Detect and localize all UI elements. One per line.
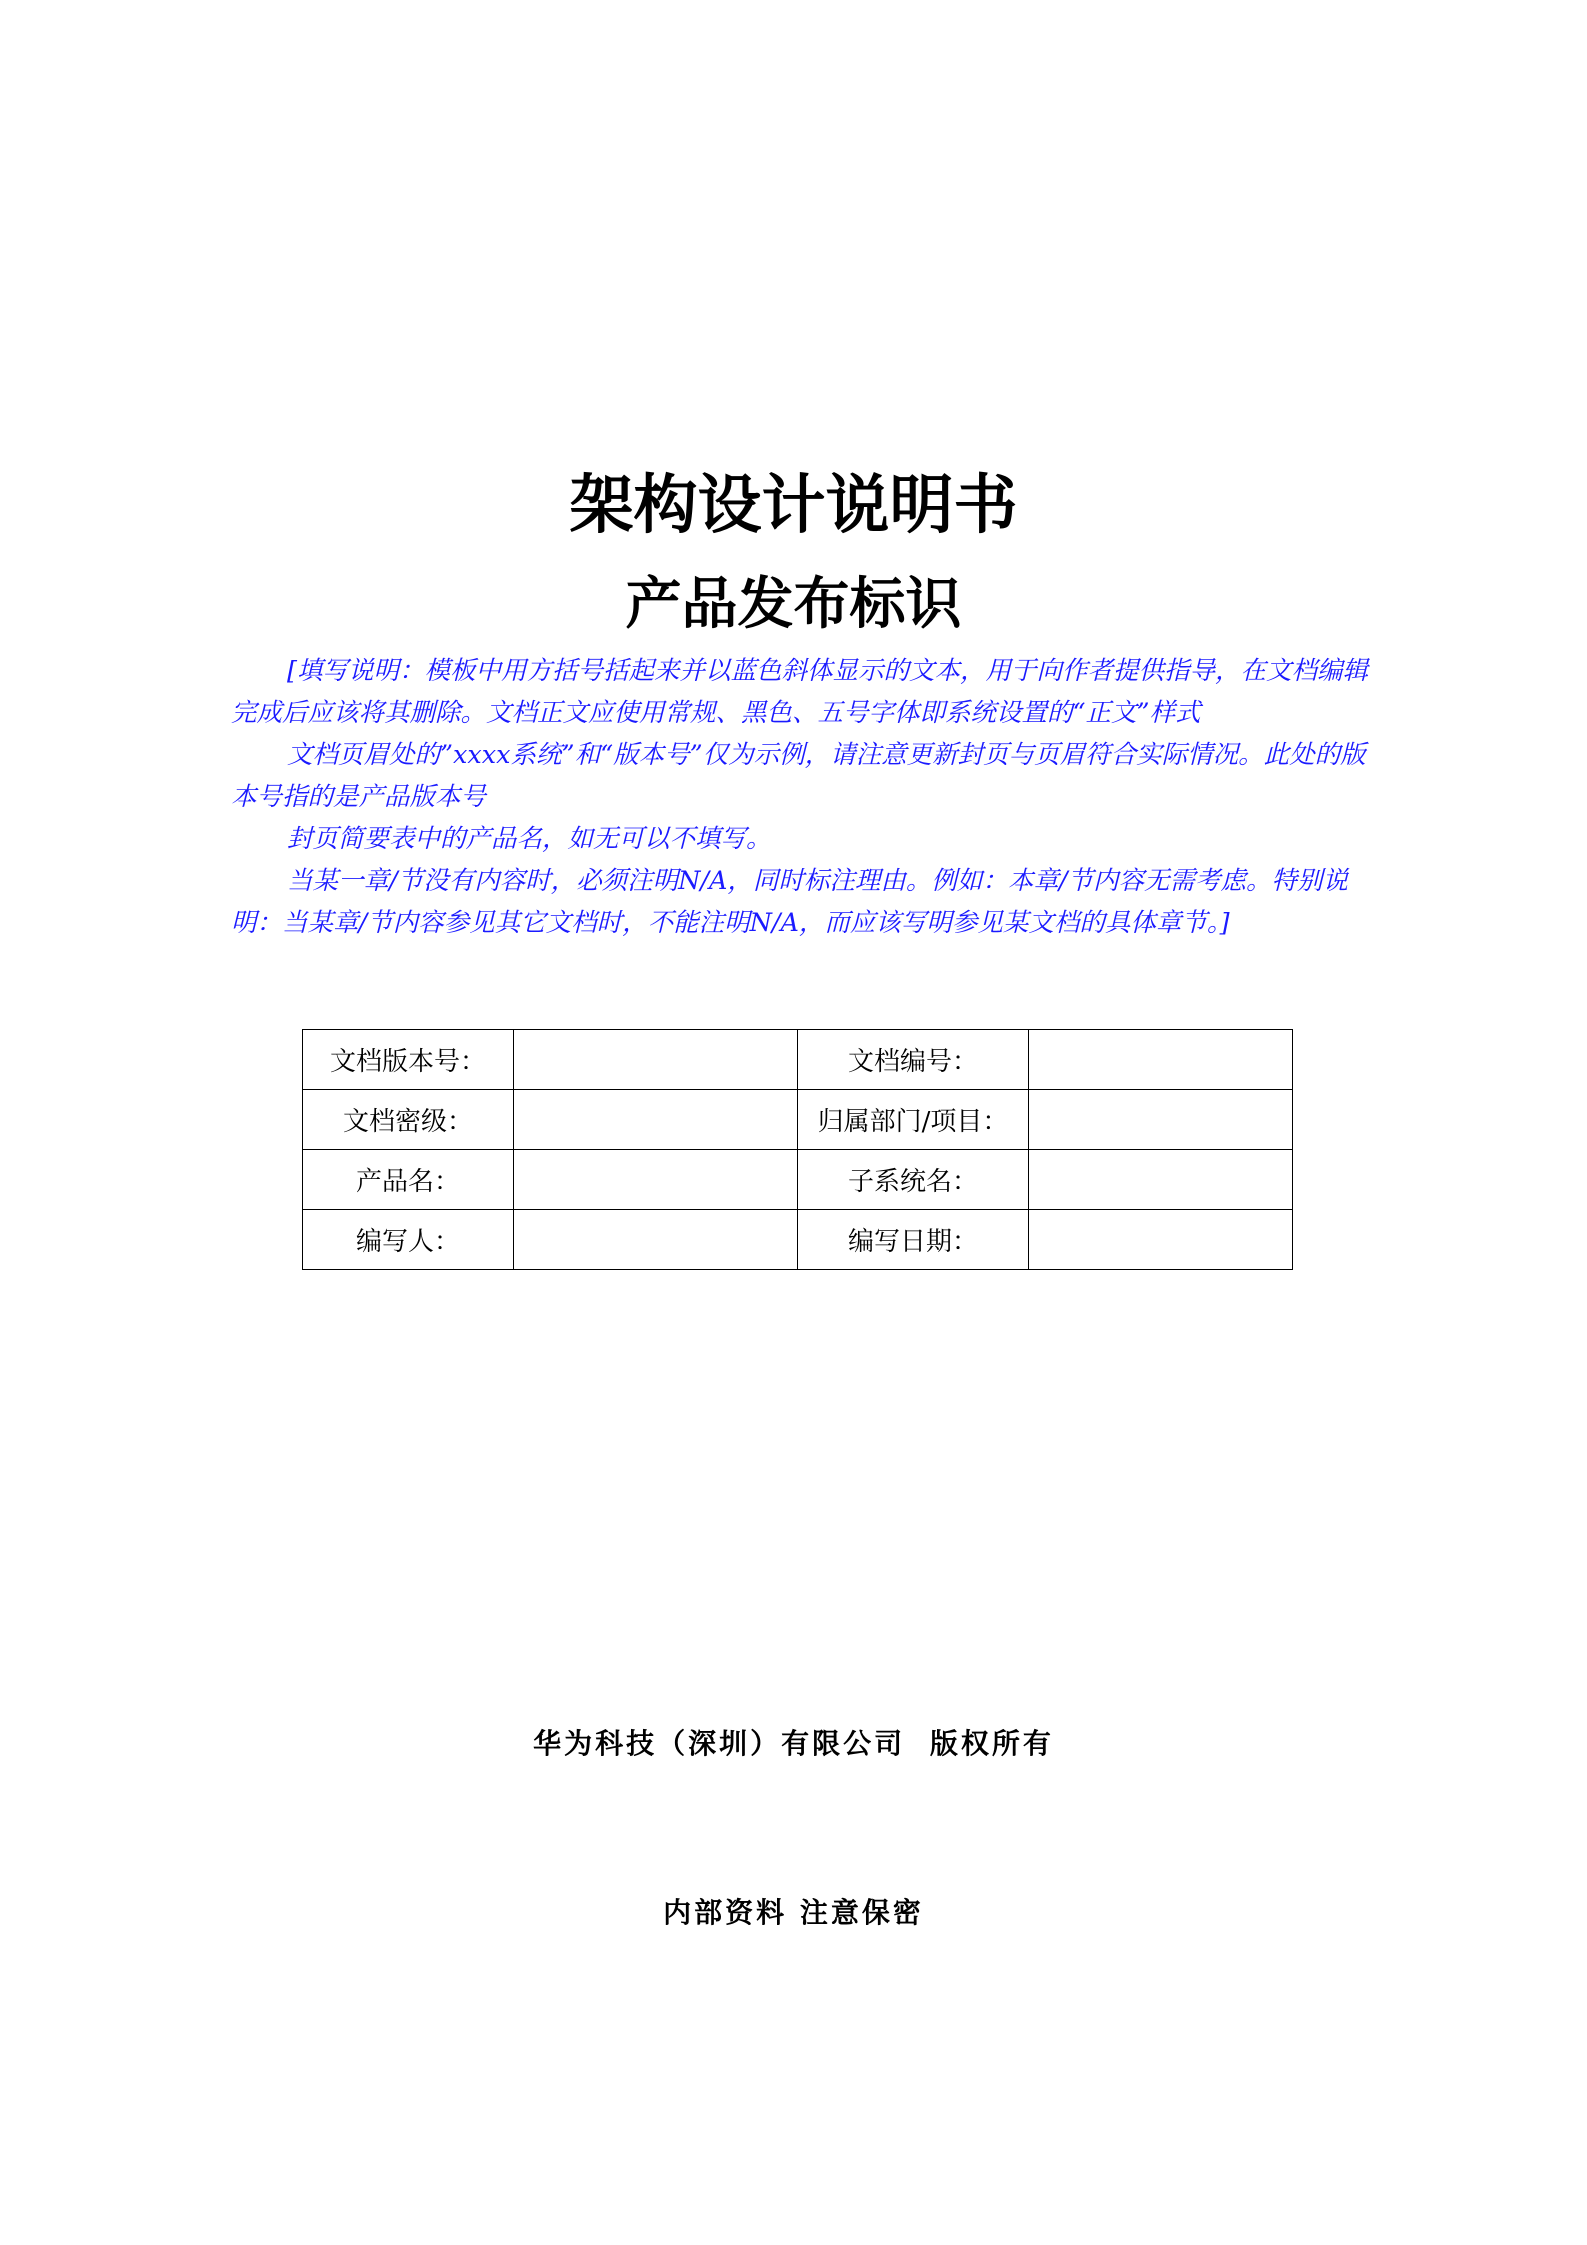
document-info-table	[302, 1029, 1293, 1270]
table-row	[303, 1150, 1293, 1210]
product-name-label: 产品名：	[303, 1150, 514, 1210]
doc-security-value[interactable]	[514, 1090, 798, 1150]
subsystem-name-value[interactable]	[1029, 1150, 1293, 1210]
instructions-block	[231, 650, 1377, 944]
department-project-value[interactable]	[1029, 1090, 1293, 1150]
department-project-label: 归属部门/项目：	[798, 1090, 1029, 1150]
table-row	[303, 1210, 1293, 1270]
doc-security-label: 文档密级：	[303, 1090, 514, 1150]
author-label: 编写人：	[303, 1210, 514, 1270]
instruction-paragraph: 文档页眉处的”xxxx系统”和“版本号”仅为示例，请注意更新封页与页眉符合实际情况。此处的版本号指的是产品版本号	[231, 740, 1366, 812]
copyright-notice: 华为科技（深圳）有限公司 版权所有	[533, 1727, 1054, 1760]
instruction-paragraph: 当某一章/节没有内容时，必须注明N/A，同时标注理由。例如：本章/节内容无需考虑。特别说明：当某章/节内容参见其它文档时，不能注明N/A，而应该写明参见某文档的具体章节。]	[231, 866, 1349, 938]
table-row	[303, 1030, 1293, 1090]
doc-version-label: 文档版本号：	[303, 1030, 514, 1090]
document-subtitle: 产品发布标识	[625, 572, 962, 637]
date-value[interactable]	[1029, 1210, 1293, 1270]
confidential-notice: 内部资料 注意保密	[663, 1896, 924, 1929]
doc-version-value[interactable]	[514, 1030, 798, 1090]
table-row	[303, 1090, 1293, 1150]
document-title: 架构设计说明书	[569, 469, 1018, 543]
instruction-paragraph: [填写说明：模板中用方括号括起来并以蓝色斜体显示的文本，用于向作者提供指导，在文档编辑完成后应该将其删除。文档正文应使用常规、黑色、五号字体即系统设置的“正文”样式	[231, 656, 1368, 728]
instruction-paragraph: 封页简要表中的产品名，如无可以不填写。	[287, 824, 772, 854]
subsystem-name-label: 子系统名：	[798, 1150, 1029, 1210]
product-name-value[interactable]	[514, 1150, 798, 1210]
doc-number-value[interactable]	[1029, 1030, 1293, 1090]
author-value[interactable]	[514, 1210, 798, 1270]
date-label: 编写日期：	[798, 1210, 1029, 1270]
doc-number-label: 文档编号：	[798, 1030, 1029, 1090]
